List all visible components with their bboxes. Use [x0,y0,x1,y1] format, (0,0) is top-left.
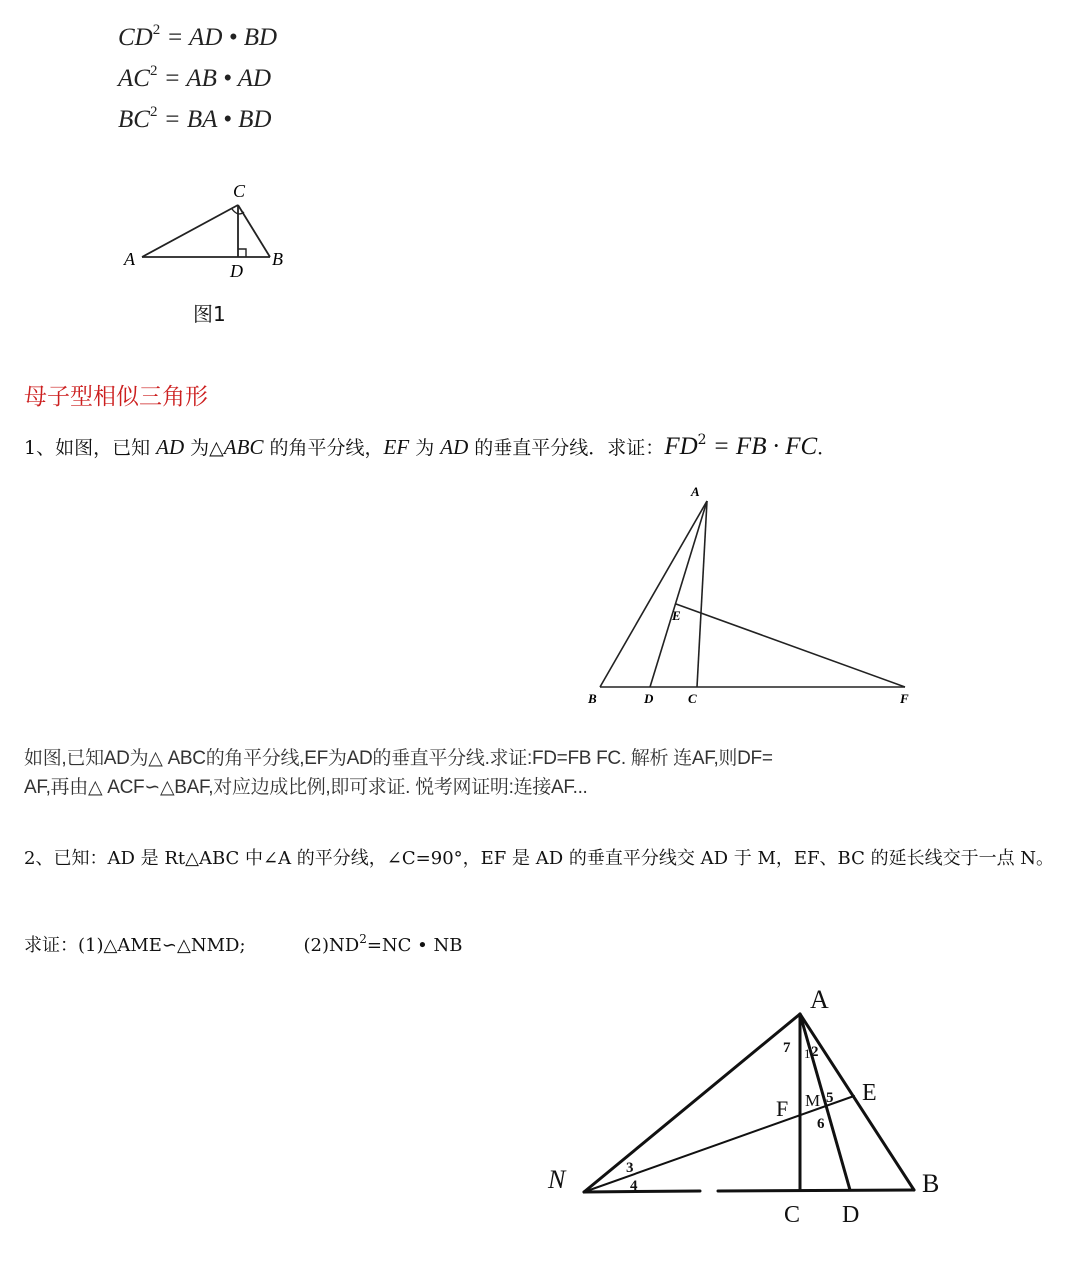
fig3-segment-an [584,1014,800,1192]
formula-ac2: $AC^2$ = AB • AD [118,63,272,92]
fig3-label-d: D [842,1202,860,1228]
fig3-angle-7: 7 [783,1040,791,1056]
figure1-caption: 图1 [193,302,226,326]
problem2-proof: 求证：(1)△AME∽△NMD; $(2)ND^2=NC$ • NB [24,932,463,956]
formula-bc2: $BC^2$ = BA • BD [118,104,272,133]
figure2-bisector-diagram [580,480,920,710]
fig2-label-c: C [688,691,697,706]
figure1-right-triangle [120,175,300,285]
fig2-label-f: F [900,691,909,706]
fig3-label-c: C [784,1202,801,1228]
fig3-label-m: M [805,1091,821,1110]
fig2-label-a: A [691,484,700,499]
fig3-label-a: A [810,985,829,1014]
fig1-right-angle-mark-d [238,249,246,257]
problem2-statement: 2、已知：AD 是 Rt△ABC 中∠A 的平分线，∠C=90°，EF 是 AD 的垂直平分线交 AD 于 M，EF、BC 的延长线交于一点 N。 [24,848,1055,869]
fig3-angle-3: 3 [626,1160,634,1176]
fig1-segment-ac [142,205,238,257]
formula-cd2: $CD^2$ = AD • BD [118,22,278,51]
fig3-segment-ne [584,1096,854,1192]
fig1-label-b: B [272,249,283,269]
problem1-statement: 1、如图，已知 AD 为△ABC 的角平分线，EF 为 AD 的垂直平分线．求证：$FD^2$ = FB · FC． [24,432,837,460]
fig2-segment-ab [600,501,707,687]
figure3-hand-drawn-diagram [540,978,960,1238]
fig3-label-e: E [862,1080,877,1106]
fig3-angle-2: 2 [811,1044,819,1060]
fig1-label-a: A [124,249,135,269]
snippet-line-1: 如图,已知AD为△ ABC的角平分线,EF为AD的垂直平分线.求证:FD=FB FC. 解析 连AF,则DF= [24,748,773,769]
snippet-line-2: AF,再由△ ACF∽△BAF,对应边成比例,即可求证. 悦考网证明:连接AF... [24,777,588,798]
fig3-segment-nc-right [718,1190,914,1191]
fig2-label-d: D [644,691,654,706]
fig3-angle-5: 5 [826,1090,834,1106]
fig2-label-b: B [588,691,597,706]
fig2-label-e: E [672,608,681,623]
fig3-label-f: F [776,1096,789,1121]
fig2-segment-ef [676,604,905,687]
section-title: 母子型相似三角形 [24,384,208,410]
fig3-angle-1: 1 [804,1046,811,1061]
fig3-angle-4: 4 [630,1178,638,1194]
fig1-label-c: C [233,181,246,201]
fig1-label-d: D [230,261,243,281]
fig3-segment-nc-left [584,1191,700,1192]
fig3-label-n: N [548,1165,566,1194]
fig3-angle-6: 6 [817,1116,825,1132]
fig3-label-b: B [922,1169,940,1198]
